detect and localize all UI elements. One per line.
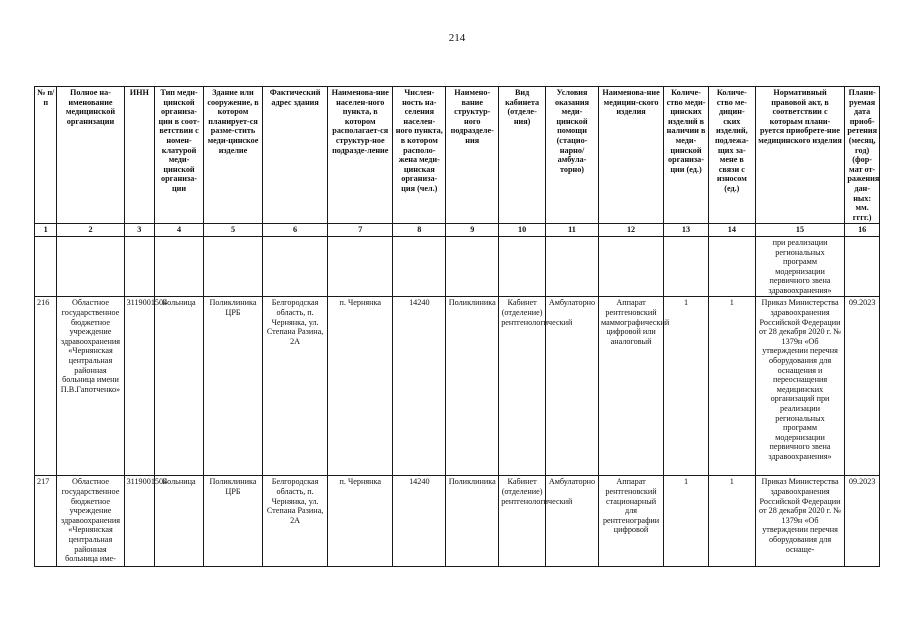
header-cell: Тип меди-цинской организа-ции в соот-ветствии с номен-клатурой меди-цинской организа-ции <box>155 87 204 224</box>
legal-act-cell: при реализации региональных программ модернизации первичного звена здравоохранения» <box>755 236 845 297</box>
population-cell: 14240 <box>393 297 446 476</box>
column-number: 4 <box>155 224 204 237</box>
org-type-cell: Больница <box>155 297 204 476</box>
column-number: 12 <box>598 224 663 237</box>
header-cell: Вид кабинета (отделе-ния) <box>499 87 546 224</box>
inn-cell: 3119001504 <box>124 476 155 567</box>
table-cell <box>598 236 663 297</box>
row-number: 217 <box>35 476 57 567</box>
table-row <box>35 297 880 476</box>
device-cell: Аппарат рентгеновский стационарный для рентгенографии цифровой <box>598 476 663 567</box>
org-type-cell: Больница <box>155 476 204 567</box>
column-number: 11 <box>546 224 599 237</box>
column-number: 14 <box>708 224 755 237</box>
building-cell: Поликлиника ЦРБ <box>203 476 262 567</box>
continuation-row <box>35 236 880 297</box>
settlement-cell: п. Чернянка <box>328 476 393 567</box>
header-cell: Здание или сооружение, в котором планирует-ся разме-стить меди-цинское изделие <box>203 87 262 224</box>
header-row <box>35 87 880 224</box>
address-cell: Белгородская область, п. Чернянка, ул. Степана Разина, 2А <box>263 476 328 567</box>
table-cell <box>708 236 755 297</box>
header-cell: Полное на-именование медицинской организации <box>57 87 124 224</box>
subdivision-cell: Поликлиника <box>446 297 499 476</box>
header-cell: Количе-ство ме-дицин-ских изделий, подлежа-щих за-мене в связи с износом (ед.) <box>708 87 755 224</box>
table-cell <box>203 236 262 297</box>
table-cell <box>664 236 709 297</box>
column-number: 9 <box>446 224 499 237</box>
header-cell: № п/п <box>35 87 57 224</box>
table-cell <box>446 236 499 297</box>
column-number: 16 <box>845 224 880 237</box>
column-number: 5 <box>203 224 262 237</box>
column-number: 15 <box>755 224 845 237</box>
organization-name: Областное государственное бюджетное учреждение здравоохранения «Чернянская центральная районная больница име- <box>57 476 124 567</box>
qty-available-cell: 1 <box>664 476 709 567</box>
page-number: 214 <box>448 32 466 44</box>
equipment-register-table <box>34 86 880 567</box>
header-cell: Наименова-ние медицин-ского изделия <box>598 87 663 224</box>
qty-replace-cell: 1 <box>708 297 755 476</box>
planned-date-cell: 09.2023 <box>845 297 880 476</box>
column-number: 1 <box>35 224 57 237</box>
table-cell <box>845 236 880 297</box>
cabinet-cell: Кабинет (отделение) рентгенологический <box>499 476 546 567</box>
header-cell: Условия оказания меди-цинской помощи (стацио-нарно/ амбула-торно) <box>546 87 599 224</box>
qty-replace-cell: 1 <box>708 476 755 567</box>
building-cell: Поликлиника ЦРБ <box>203 297 262 476</box>
population-cell: 14240 <box>393 476 446 567</box>
legal-act-cell: Приказ Министерства здравоохранения Российской Федерации от 28 декабря 2020 г. № 1379н «Об утверждении перечня оборудования для оснащения и переоснащения медицинских организаций при реализации региональных программ модернизации первичного звена здравоохранения» <box>755 297 845 476</box>
column-number: 3 <box>124 224 155 237</box>
table-cell <box>35 236 57 297</box>
table-cell <box>155 236 204 297</box>
header-cell: ИНН <box>124 87 155 224</box>
column-number: 6 <box>263 224 328 237</box>
conditions-cell: Амбулаторно <box>546 476 599 567</box>
planned-date-cell: 09.2023 <box>845 476 880 567</box>
header-cell: Наимено-вание структур-ного подразделе-ния <box>446 87 499 224</box>
header-cell: Плани-руемая дата приоб-ретения (месяц, год) (фор-мат от-ражения дан-ных: мм. гггг.) <box>845 87 880 224</box>
cabinet-cell: Кабинет (отделение) рентгенологический <box>499 297 546 476</box>
column-number: 10 <box>499 224 546 237</box>
table-cell <box>263 236 328 297</box>
header-cell: Количе-ство меди-цинских изделий в наличии в меди-цинской организа-ции (ед.) <box>664 87 709 224</box>
table-cell <box>393 236 446 297</box>
table-cell <box>546 236 599 297</box>
conditions-cell: Амбулаторно <box>546 297 599 476</box>
header-cell: Фактический адрес здания <box>263 87 328 224</box>
header-cell: Наименова-ние населен-ного пункта, в котором располагает-ся структур-ное подразде-ление <box>328 87 393 224</box>
table-cell <box>124 236 155 297</box>
header-cell: Нормативный правовой акт, в соответствии с которым плани-руется приобрете-ние медицинского изделия <box>755 87 845 224</box>
header-cell: Числен-ность на-селения населен-ного пункта, в котором располо-жена меди-цинская организа-ция (чел.) <box>393 87 446 224</box>
table-row <box>35 476 880 567</box>
legal-act-cell: Приказ Министерства здравоохранения Российской Федерации от 28 декабря 2020 г. № 1379н «Об утверждении перечня оборудования для оснаще- <box>755 476 845 567</box>
address-cell: Белгородская область, п. Чернянка, ул. Степана Разина, 2А <box>263 297 328 476</box>
organization-name: Областное государственное бюджетное учреждение здравоохранения «Чернянская центральная районная больница имени П.В.Гапотченко» <box>57 297 124 476</box>
column-number: 13 <box>664 224 709 237</box>
table-cell <box>57 236 124 297</box>
column-number: 2 <box>57 224 124 237</box>
column-number: 7 <box>328 224 393 237</box>
column-number-row <box>35 224 880 237</box>
qty-available-cell: 1 <box>664 297 709 476</box>
inn-cell: 3119001504 <box>124 297 155 476</box>
table-cell <box>328 236 393 297</box>
settlement-cell: п. Чернянка <box>328 297 393 476</box>
device-cell: Аппарат рентгеновский маммографический цифровой или аналоговый <box>598 297 663 476</box>
subdivision-cell: Поликлиника <box>446 476 499 567</box>
table-cell <box>499 236 546 297</box>
column-number: 8 <box>393 224 446 237</box>
row-number: 216 <box>35 297 57 476</box>
